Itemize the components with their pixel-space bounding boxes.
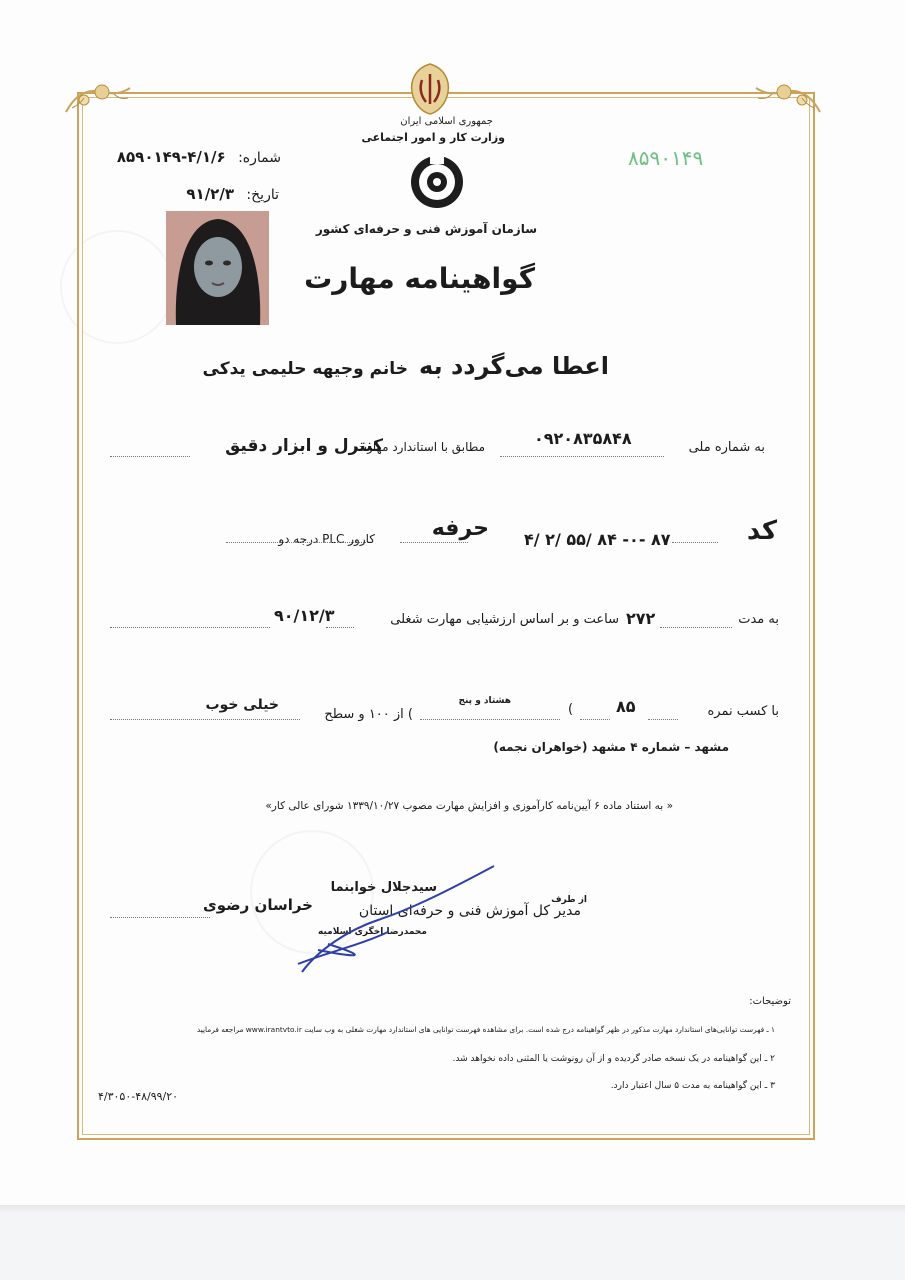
- note-item-1: ۱ ـ فهرست توانایی‌های استاندارد مهارت مذکور در ظهر گواهینامه درج شده است. برای مشاهده فهرست توانایی های استاندارد مهارت شغلی به وب سایت www.irantvto.ir مراجعه فرمایید: [196, 1025, 775, 1034]
- profession-name: کارور PLC درجه دو: [278, 532, 375, 546]
- score-value: ۸۵: [616, 697, 636, 716]
- national-id-value: ۰۹۲۰۸۳۵۸۴۸: [534, 429, 632, 448]
- on-behalf-label: از طرف: [551, 895, 587, 905]
- flower-ornament-right-icon: [752, 78, 824, 122]
- national-id-label: به شماره ملی: [688, 440, 765, 455]
- iran-emblem-icon: [406, 62, 454, 116]
- standard-label: مطابق با استاندارد مهارت: [355, 440, 485, 454]
- code-value: ۴/ ۲/ ۵۵/ ۸۴ -۰- ۸۷: [524, 530, 671, 549]
- dotted-line: [420, 719, 560, 720]
- award-row: [203, 352, 609, 380]
- dotted-line: [660, 627, 732, 628]
- province-name: خراسان رضوی: [203, 896, 313, 914]
- open-paren: (: [568, 702, 574, 717]
- certificate-title: گواهینامه مهارت: [304, 262, 535, 295]
- duration-label: به مدت: [738, 612, 779, 627]
- date-value: ۹۱/۲/۳: [186, 185, 234, 203]
- duration-hours: ۲۷۲: [626, 609, 656, 628]
- level-value: خیلی خوب: [205, 697, 279, 713]
- code-label: کد: [746, 516, 777, 546]
- skill-name: کنترل و ابزار دقیق: [225, 436, 383, 456]
- note-item-2: ۲ ـ این گواهینامه در یک نسخه صادر گردیده و از آن رونوشت یا المثنی داده نخواهد شد.: [452, 1054, 775, 1064]
- profession-label: حرفه: [431, 516, 489, 541]
- dotted-line: [580, 719, 610, 720]
- dotted-line: [226, 542, 366, 543]
- duration-text: ساعت و بر اساس ارزشیابی مهارت شغلی: [390, 612, 619, 627]
- footer-code: ۴/۳۰۵۰-۴۸/۹۹/۲۰: [98, 1090, 179, 1103]
- page-edge: [0, 1205, 905, 1213]
- holder-photo: [166, 211, 269, 325]
- organization-logo-icon: [406, 154, 468, 210]
- flower-ornament-left-icon: [62, 78, 134, 122]
- date-row: [186, 185, 279, 203]
- score-label: با کسب نمره: [707, 704, 779, 719]
- dotted-line: [326, 627, 354, 628]
- award-label: اعطا می‌گردد به: [419, 352, 609, 380]
- stamp-name: محمدرضا اخگری اسلامیه: [318, 927, 427, 937]
- dotted-line: [110, 917, 210, 918]
- score-words: هشتاد و پنج: [458, 696, 511, 706]
- number-row: [117, 148, 281, 166]
- republic-label: جمهوری اسلامی ایران: [400, 116, 493, 127]
- serial-stamp: ۸۵۹۰۱۴۹: [628, 146, 704, 170]
- notes-heading: توضیحات:: [749, 996, 791, 1007]
- signature-scribble-icon: [288, 860, 508, 980]
- regulation-note: « به استناد ماده ۶ آیین‌نامه کارآموزی و افزایش مهارت مصوب ۱۳۳۹/۱۰/۲۷ شورای عالی کار»: [265, 800, 673, 812]
- ministry-label: وزارت کار و امور اجتماعی: [361, 131, 505, 144]
- recipient-name: خانم وجیهه حلیمی یدکی: [202, 359, 408, 379]
- dotted-line: [400, 542, 468, 543]
- dotted-line: [110, 627, 270, 628]
- dotted-line: [500, 456, 664, 457]
- dotted-line: [672, 542, 718, 543]
- dotted-line: [110, 456, 190, 457]
- number-label: شماره:: [238, 150, 281, 166]
- organization-name: سازمان آموزش فنی و حرفه‌ای کشور: [315, 222, 537, 236]
- portrait-icon: [166, 211, 269, 325]
- dotted-line: [110, 719, 300, 720]
- dotted-line: [648, 719, 678, 720]
- score-of-label: ) از ۱۰۰ و سطح: [324, 707, 413, 722]
- number-value: ۴/۱/۶-۸۵۹۰۱۴۹: [116, 148, 226, 166]
- note-item-3: ۳ ـ این گواهینامه به مدت ۵ سال اعتبار دارد.: [610, 1081, 775, 1091]
- date-label: تاریخ:: [246, 187, 279, 203]
- signer-name: سیدجلال خوابنما: [330, 880, 437, 895]
- training-center: مشهد – شماره ۴ مشهد (خواهران نجمه): [493, 740, 729, 754]
- signer-title: مدیر کل آموزش فنی و حرفه‌ای استان: [358, 903, 581, 919]
- evaluation-date: ۹۰/۱۲/۳: [274, 606, 335, 625]
